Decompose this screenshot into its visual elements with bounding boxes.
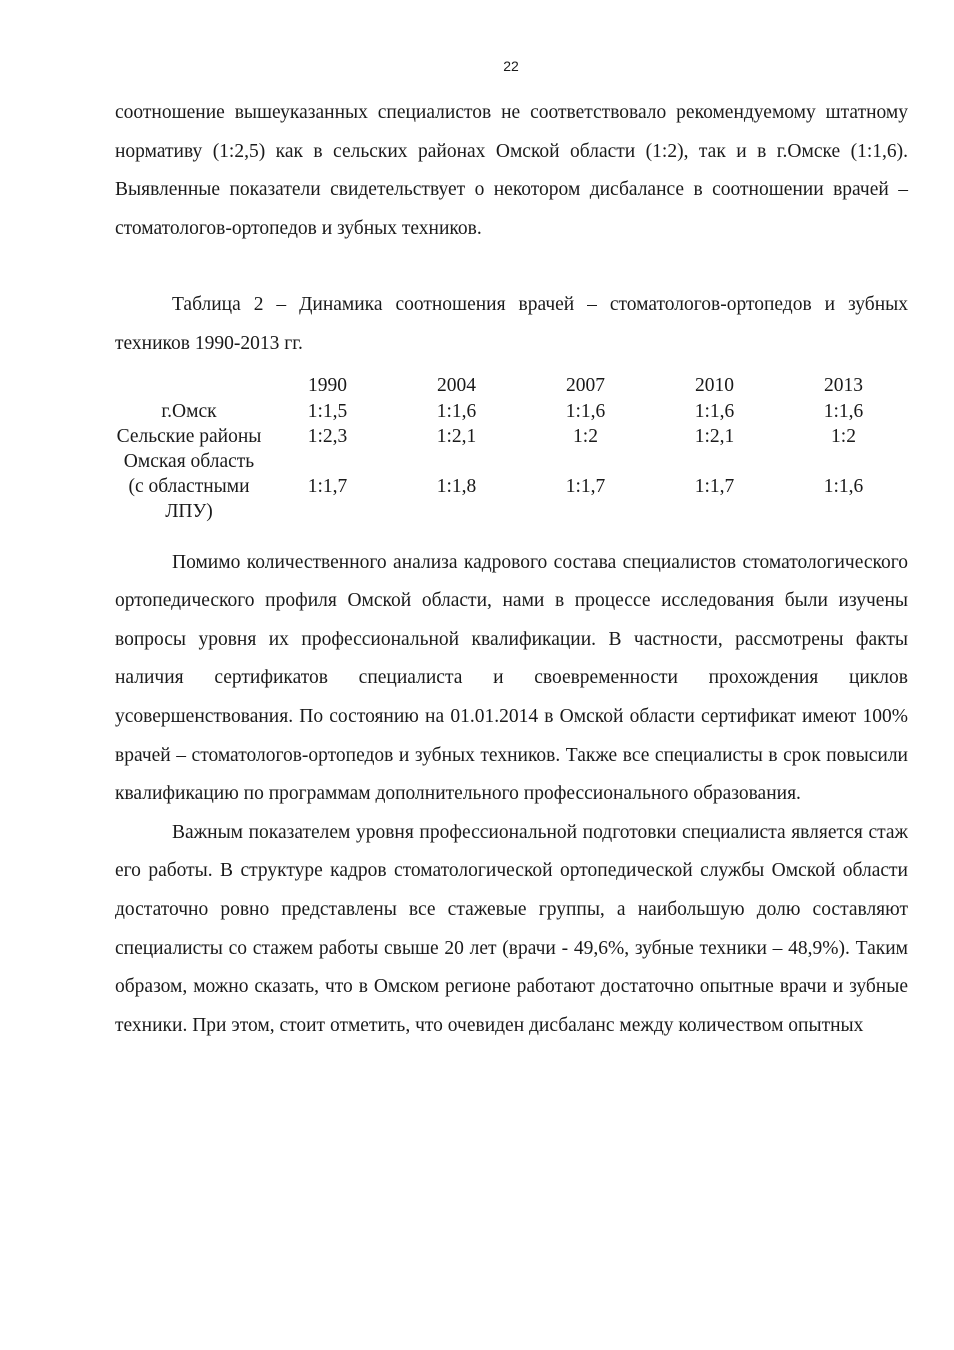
table-caption: Таблица 2 – Динамика соотношения врачей – стоматологов-ортопедов и зубных техников 1990-2013 гг.: [115, 294, 908, 354]
table-cell: 1:1,6: [436, 400, 477, 422]
paragraph-3: Важным показателем уровня профессиональной подготовки специалиста является стаж его работы. В структуре кадров стоматологической ортопедической службы Омской области достаточно ровно представлены все стажевые группы, а наибольшую долю составляют специалисты со стажем работы свыше 20 лет (врачи - 49,6%, зубные техники – 48,9%). Таким образом, можно сказать, что в Омском регионе работают достаточно опытные врачи и зубные техники. При этом, стоит отметить, что очевиден дисбаланс между количеством опытных: [115, 821, 908, 1036]
paragraph-1: соотношение вышеуказанных специалистов не соответствовало рекомендуемому штатному нормативу (1:2,5) как в сельских районах Омской области (1:2), так и в г.Омске (1:1,6). Выявленные показатели свидетельствует о некотором дисбалансе в соотношении врачей – стоматологов-ортопедов и зубных техников.: [115, 102, 908, 239]
table-cell: 1:1,7: [694, 475, 735, 497]
table-cell: 1:2: [831, 425, 856, 447]
table-row: [115, 424, 908, 449]
table-cell: 1:1,6: [694, 400, 735, 422]
table-header-row: [115, 372, 908, 399]
table-row: [115, 399, 908, 424]
table-header-cell: 2004: [437, 374, 476, 396]
table-cell: 1:1,6: [823, 400, 864, 422]
table-header-cell: 2010: [695, 374, 734, 396]
table-cell: 1:1,5: [307, 400, 348, 422]
table-row: [115, 449, 908, 524]
paragraph-2: Помимо количественного анализа кадрового состава специалистов стоматологического ортопедического профиля Омской области, нами в процессе исследования были изучены вопросы уровня их профессиональной квалификации. В частности, рассмотрены факты наличия сертификатов специалиста и своевременности прохождения циклов усовершенствования. По состоянию на 01.01.2014 в Омской области сертификат имеют 100% врачей – стоматологов-ортопедов и зубных техников. Также все специалисты в срок повысили квалификацию по программам дополнительного профессионального образования.: [115, 551, 908, 805]
table-cell: 1:1,7: [565, 475, 606, 497]
row-label: Омская область (с областными ЛПУ): [123, 450, 255, 522]
table-cell: 1:1,7: [307, 475, 348, 497]
ratio-table: [115, 372, 908, 524]
table-header-cell: 2013: [824, 374, 863, 396]
table-cell: 1:1,6: [823, 475, 864, 497]
page-number: 22: [503, 58, 519, 74]
table-cell: 1:2,1: [436, 425, 477, 447]
table-cell: 1:2,3: [307, 425, 348, 447]
table-header-cell: 1990: [308, 374, 347, 396]
table-header-corner: [115, 372, 263, 399]
table-cell: 1:1,8: [436, 475, 477, 497]
table-cell: 1:2: [573, 425, 598, 447]
row-label: г.Омск: [161, 400, 217, 422]
table-cell: 1:1,6: [565, 400, 606, 422]
row-label: Сельские районы: [116, 425, 262, 447]
table-cell: 1:2,1: [694, 425, 735, 447]
document-body: [115, 94, 908, 1045]
table-header-cell: 2007: [566, 374, 605, 396]
